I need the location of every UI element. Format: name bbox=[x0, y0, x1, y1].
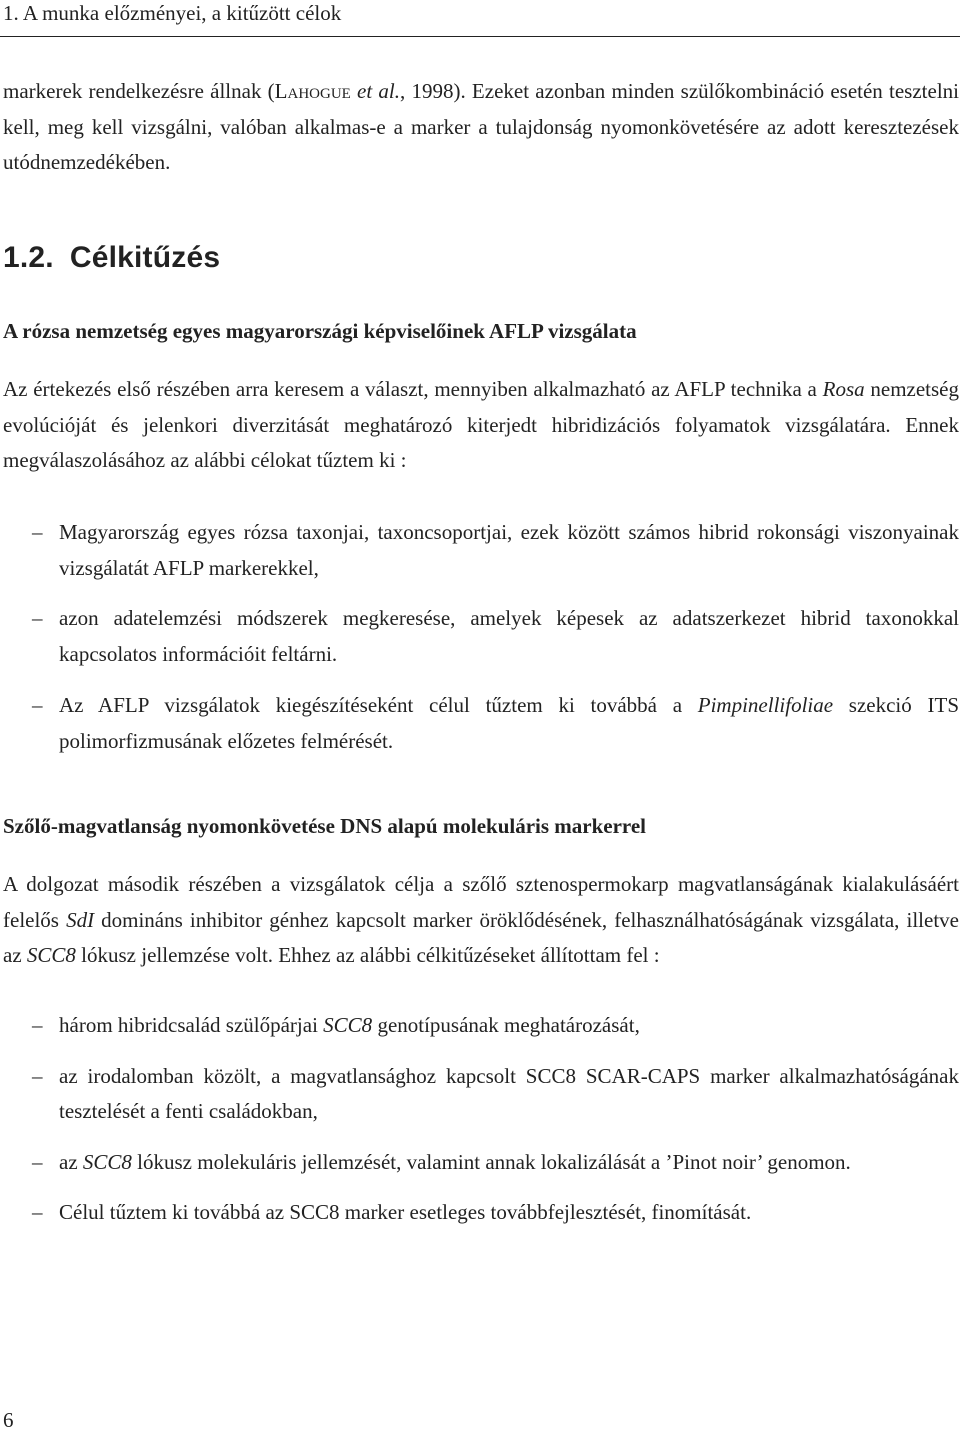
list-item bbox=[0, 1145, 959, 1181]
section-title bbox=[3, 238, 220, 278]
grape-text-end: lókusz jellemzése volt. Ehhez az alábbi célkitűzéseket állítottam fel : bbox=[75, 943, 660, 967]
citation-etal: et al. bbox=[357, 79, 400, 103]
dash-bullet-icon: – bbox=[32, 1200, 43, 1224]
rosa-goals-list bbox=[0, 515, 960, 759]
list-item bbox=[0, 1008, 959, 1044]
section-title-text: Célkitűzés bbox=[69, 241, 221, 274]
rosa-goal-3-start: Az AFLP vizsgálatok kiegészítéseként célul tűztem ki továbbá a bbox=[59, 693, 698, 717]
list-item bbox=[0, 601, 959, 672]
grape-goal-1-start: három hibridcsalád szülőpárjai bbox=[59, 1013, 324, 1037]
section-number: 1.2. bbox=[3, 241, 54, 274]
list-item bbox=[0, 1195, 959, 1231]
list-item bbox=[0, 515, 959, 586]
dash-bullet-icon: – bbox=[32, 520, 43, 544]
rosa-goal-3-end: szekció ITS polimorfizmusának előzetes felmérését. bbox=[59, 693, 959, 753]
rosa-genus: Rosa bbox=[822, 377, 865, 401]
rosa-goal-3-italic: Pimpinellifoliae bbox=[697, 693, 834, 717]
subheading-rosa: A rózsa nemzetség egyes magyarországi képviselőinek AFLP vizsgálata bbox=[3, 319, 637, 343]
grape-goals-list bbox=[0, 1008, 960, 1231]
rosa-paragraph bbox=[3, 372, 959, 479]
rosa-text-start: Az értekezés első részében arra keresem a választ, mennyiben alkalmazható az AFLP technika a bbox=[3, 377, 823, 401]
dash-bullet-icon: – bbox=[32, 693, 43, 717]
page-number: 6 bbox=[3, 1408, 14, 1432]
rosa-goal-2: azon adatelemzési módszerek megkeresése, amelyek képesek az adatszerkezet hibrid taxonokkal kapcsolatos információit feltárni. bbox=[59, 606, 959, 666]
dash-bullet-icon: – bbox=[32, 1013, 43, 1037]
grape-goal-3-start: az bbox=[59, 1149, 83, 1174]
grape-goal-3-italic: SCC8 bbox=[82, 1149, 132, 1174]
dash-bullet-icon: – bbox=[32, 606, 43, 630]
grape-goal-3-end: lókusz molekuláris jellemzését, valamint annak lokalizálását a ’Pinot noir’ genomon. bbox=[131, 1149, 851, 1174]
grape-paragraph bbox=[3, 867, 959, 974]
grape-locus-name: SCC8 bbox=[26, 943, 76, 967]
rosa-text-end: nemzetség evolúcióját és jelenkori diverzitását meghatározó kiterjedt hibridizációs folyamatok vizsgálatára. Ennek megválaszolásához az alábbi célokat tűztem ki : bbox=[3, 377, 960, 472]
dash-bullet-icon: – bbox=[32, 1149, 43, 1174]
intro-paragraph bbox=[3, 74, 959, 181]
rosa-goal-1: Magyarország egyes rózsa taxonjai, taxoncsoportjai, ezek között számos hibrid rokonsági viszonyainak vizsgálatát AFLP markerekkel, bbox=[59, 520, 959, 580]
subheading-grape: Szőlő-magvatlanság nyomonkövetése DNS alapú molekuláris markerrel bbox=[3, 814, 647, 838]
running-header bbox=[0, 0, 960, 37]
list-item bbox=[0, 688, 959, 759]
intro-text-start: markerek rendelkezésre állnak ( bbox=[3, 79, 275, 103]
dash-bullet-icon: – bbox=[32, 1063, 43, 1088]
running-header-title: 1. A munka előzményei, a kitűzött célok bbox=[3, 1, 342, 25]
intro-text-end: , 1998). Ezeket azonban minden szülőkombináció esetén tesztelni kell, meg kell vizsgálni, valóban alkalmas-e a marker a tulajdonság nyomonkövetésére az adott keresztezések utódnemzedékében. bbox=[3, 79, 959, 174]
grape-text-start: A dolgozat második részében a vizsgálatok célja a szőlő sztenospermokarp magvatlanságának kialakulásáért felelős bbox=[3, 872, 959, 932]
grape-goal-1-end: genotípusának meghatározását, bbox=[372, 1013, 640, 1037]
grape-goal-1-italic: SCC8 bbox=[323, 1013, 373, 1037]
grape-text-mid: domináns inhibitor génhez kapcsolt marker öröklődésének, felhasználhatóságának vizsgálata, illetve az bbox=[3, 907, 959, 967]
citation-author: Lahogue bbox=[274, 79, 351, 103]
grape-goal-4: Célul tűztem ki továbbá az SCC8 marker esetleges továbbfejlesztését, finomítását. bbox=[59, 1200, 752, 1224]
list-item bbox=[0, 1059, 959, 1130]
grape-goal-2: az irodalomban közölt, a magvatlansághoz kapcsolt SCC8 SCAR-CAPS marker alkalmazhatóságának tesztelését a fenti családokban, bbox=[59, 1063, 959, 1123]
grape-gene-name: SdI bbox=[66, 907, 95, 932]
